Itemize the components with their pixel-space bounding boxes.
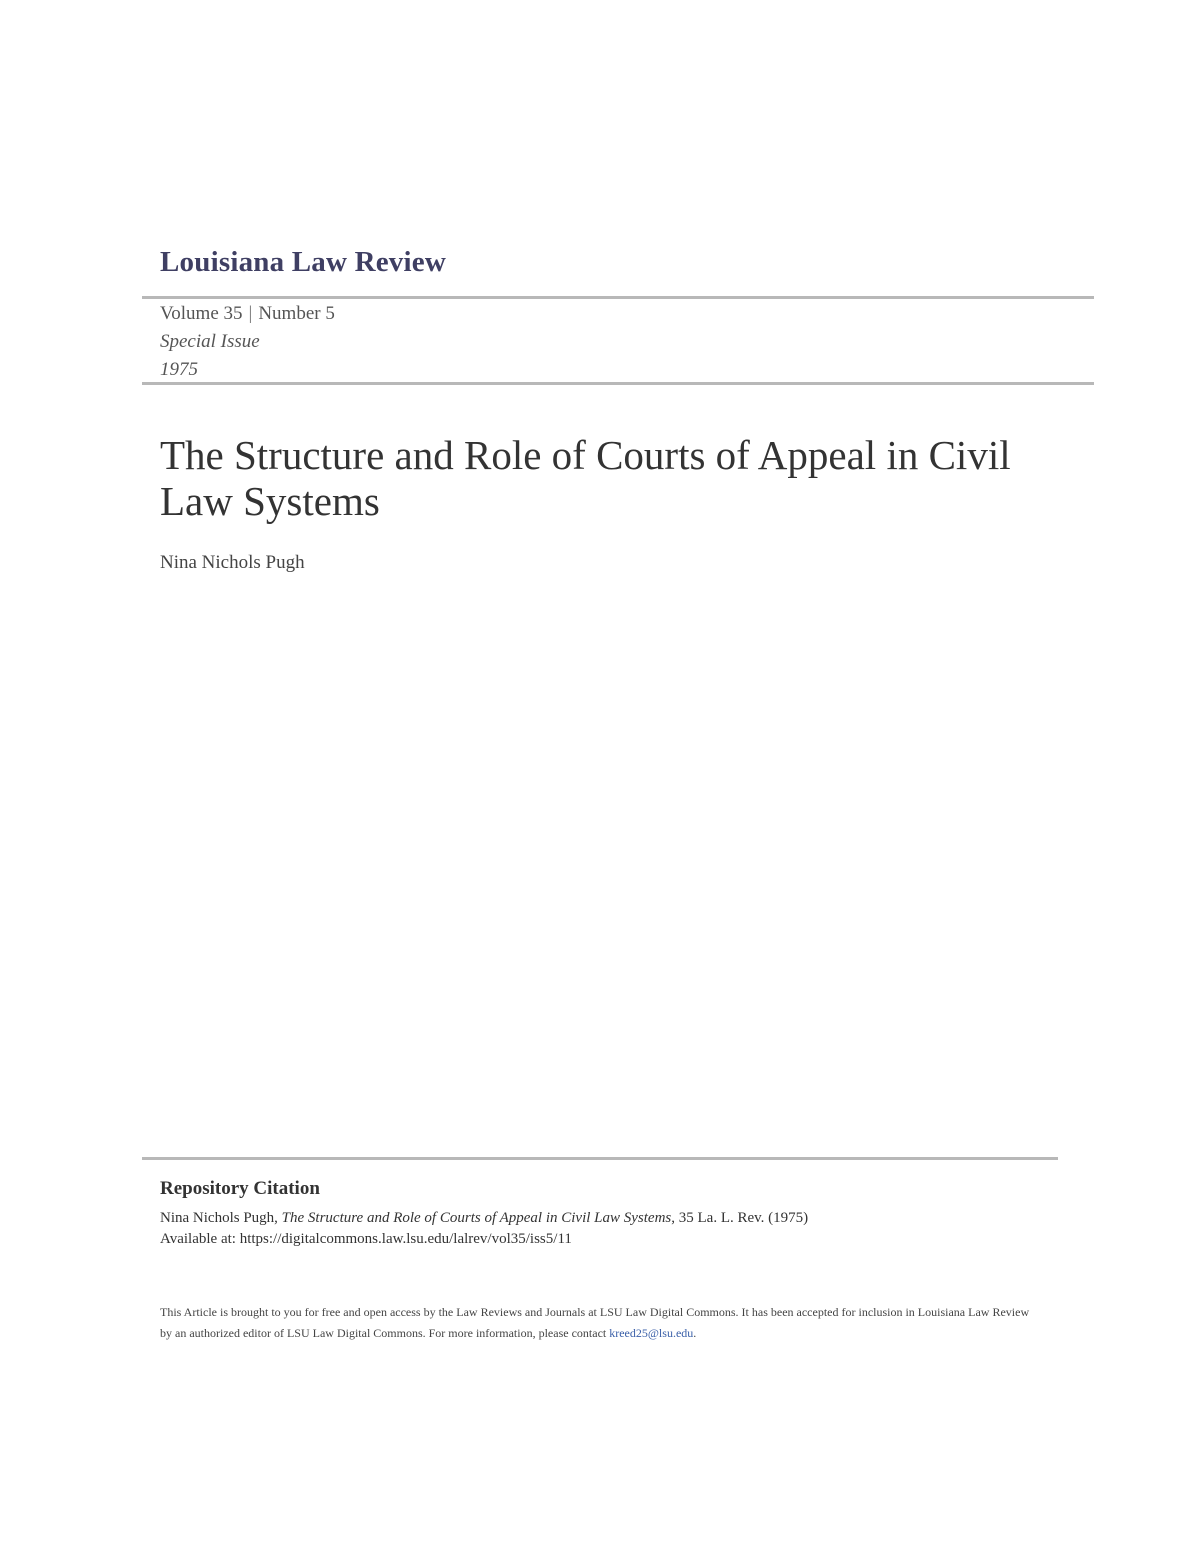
number-link[interactable]: Number 5 [258,303,335,324]
issue-year: 1975 [160,359,198,380]
citation-url[interactable]: https://digitalcommons.law.lsu.edu/lalrev/vol35/iss5/11 [239,1231,572,1247]
contact-email-link[interactable]: kreed25@lsu.edu [609,1326,694,1340]
issue-separator: | [248,303,253,324]
access-notice [160,1302,1040,1344]
notice-text: This Article is brought to you for free and open access by the Law Reviews and Journals at LSU Law Digital Commons. It has been accepted for inclusion in Louisiana Law Review by an authorized editor of LSU Law Digital Commons. For more information, please contact [160,1305,1030,1340]
journal-title: Louisiana Law Review [160,246,446,278]
citation-source: , 35 La. L. Rev. (1975) [671,1210,809,1226]
repository-citation [160,1208,808,1250]
availability-line [160,1229,808,1250]
available-label: Available at: [160,1231,240,1247]
article-title: The Structure and Role of Courts of Appeal in Civil Law Systems [160,432,1011,524]
citation-title: The Structure and Role of Courts of Appeal in Civil Law Systems [281,1210,672,1226]
repository-citation-heading: Repository Citation [160,1178,320,1199]
citation-line [160,1208,808,1229]
issue-info [160,300,335,384]
citation-author: Nina Nichols Pugh, [160,1210,282,1226]
header-divider-top [142,296,1094,299]
citation-divider [142,1157,1058,1160]
issue-volume-number [160,300,335,328]
header-divider-bottom [142,382,1094,385]
notice-end: . [693,1326,697,1340]
volume-link[interactable]: Volume 35 [160,303,243,324]
author-name[interactable]: Nina Nichols Pugh [160,552,305,573]
special-issue-label: Special Issue [160,331,260,352]
